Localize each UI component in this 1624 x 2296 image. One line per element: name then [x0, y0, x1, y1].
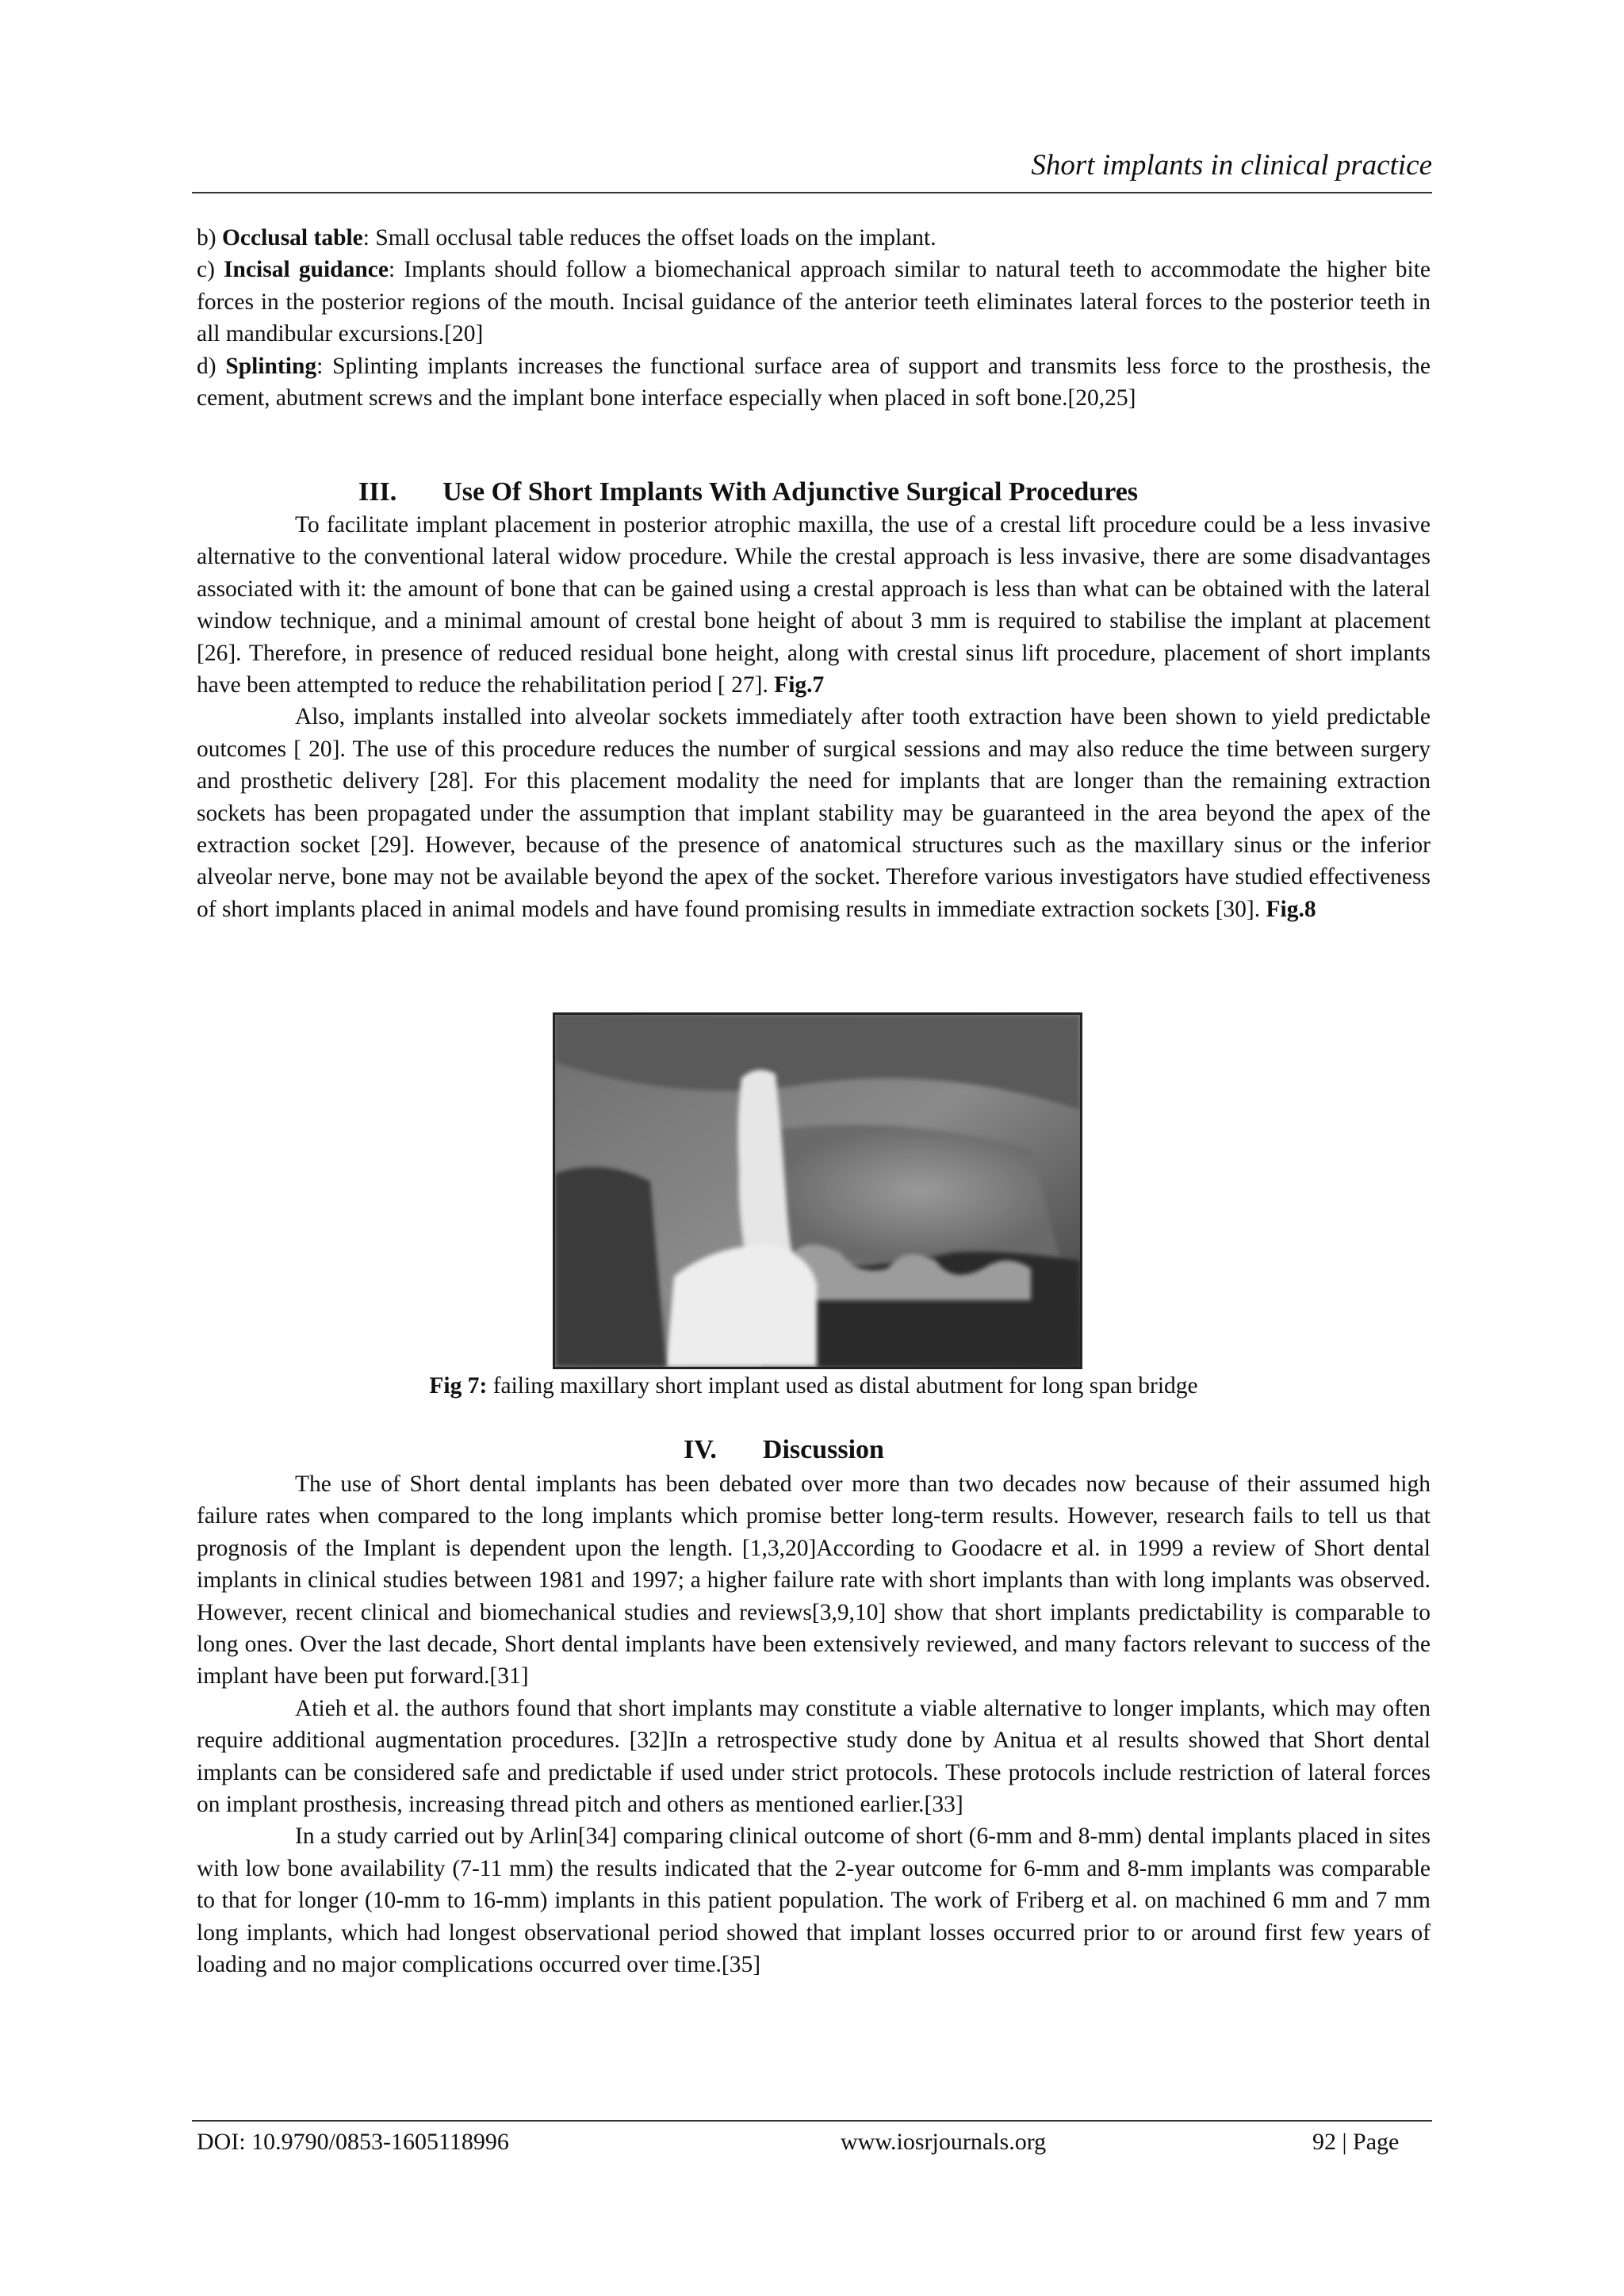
- list-item-text: : Splinting implants increases the functional surface area of support and transmits less force to the prosthesis, the cement, abutment screws and the implant bone interface especially when placed in soft bone.[20,25]: [197, 353, 1431, 411]
- section-4-body: [197, 1468, 1431, 1981]
- list-item-term: Incisal guidance: [224, 257, 389, 283]
- footer-divider: [192, 2120, 1432, 2122]
- running-header: Short implants in clinical practice: [1031, 149, 1432, 182]
- list-item-term: Occlusal table: [221, 225, 363, 251]
- paragraph-text: To facilitate implant placement in posterior atrophic maxilla, the use of a crestal lift procedure could be a less invasive alternative to the conventional lateral widow procedure. While the crestal approach is less invasive, there are some disadvantages associated with it: the amount of bone that can be gained using a crestal approach is less than what can be obtained with the lateral window technique, and a minimal amount of crestal bone height of about 3 mm is required to stabilise the implant at placement [26]. Therefore, in presence of reduced residual bone height, along with crestal sinus lift procedure, placement of short implants have been attempted to reduce the rehabilitation period [ 27].: [197, 512, 1431, 698]
- section-4-paragraph-3: In a study carried out by Arlin[34] comparing clinical outcome of short (6-mm and 8-mm) dental implants placed in sites with low bone availability (7-11 mm) the results indicated that the 2-year outcome for 6-mm and 8-mm implants was comparable to that for longer (10-mm to 16-mm) implants in this patient population. The work of Friberg et al. on machined 6 mm and 7 mm long implants, which had longest observational period showed that implant losses occurred prior to or around first few years of loading and no major complications occurred over time.[35]: [197, 1823, 1431, 1978]
- list-item-incisal-guidance: [197, 254, 1431, 350]
- section-4-heading: [684, 1437, 884, 1464]
- list-block: [197, 222, 1431, 414]
- figure-reference: Fig.8: [1266, 896, 1316, 922]
- section-3-paragraph-2: [197, 701, 1431, 925]
- section-3-title: Use Of Short Implants With Adjunctive Surgical Procedures: [442, 477, 1139, 507]
- footer-website: www.iosrjournals.org: [841, 2129, 1047, 2155]
- list-item-label: d): [197, 353, 226, 379]
- list-item-term: Splinting: [225, 353, 317, 379]
- section-3-heading: [358, 479, 1138, 506]
- section-3-paragraph-1: [197, 509, 1431, 701]
- section-4-paragraph-2: Atieh et al. the authors found that short implants may constitute a viable alternative to longer implants, which may often require additional augmentation procedures. [32]In a retrospective study done by Anitua et al results showed that Short dental implants can be considered safe and predictable if used under strict protocols. These protocols include restriction of lateral forces on implant prosthesis, increasing thread pitch and others as mentioned earlier.[33]: [197, 1695, 1431, 1818]
- footer-page-number: 92 | Page: [1312, 2129, 1400, 2155]
- section-4-title: Discussion: [762, 1435, 884, 1464]
- list-item-splinting: [197, 350, 1431, 415]
- paragraph-text: Also, implants installed into alveolar sockets immediately after tooth extraction have been shown to yield predictable outcomes [ 20]. The use of this procedure reduces the number of surgical sessions and may also reduce the time between surgery and prosthetic delivery [28]. For this placement modality the need for implants that are longer than the remaining extraction sockets has been propagated under the assumption that implant stability may be guaranteed in the area beyond the apex of the extraction socket [29]. However, because of the presence of anatomical structures such as the maxillary sinus or the inferior alveolar nerve, bone may not be available beyond the apex of the socket. Therefore various investigators have studied effectiveness of short implants placed in animal models and have found promising results in immediate extraction sockets [30].: [197, 704, 1431, 922]
- radiograph-image: [555, 1015, 1080, 1367]
- footer-doi: DOI: 10.9790/0853-1605118996: [197, 2129, 509, 2155]
- list-item-occlusal-table: [197, 222, 1431, 254]
- figure-caption-text: failing maxillary short implant used as distal abutment for long span bridge: [487, 1373, 1198, 1399]
- header-divider: [192, 192, 1432, 193]
- section-4-paragraph-1: The use of Short dental implants has been debated over more than two decades now because of their assumed high failure rates when compared to the long implants which promise better long-term results. However, research fails to tell us that prognosis of the Implant is dependent upon the length. [1,3,20]According to Goodacre et al. in 1999 a review of Short dental implants in clinical studies between 1981 and 1997; a higher failure rate with short implants than with long implants was observed. However, recent clinical and biomechanical studies and reviews[3,9,10] show that short implants predictability is comparable to long ones. Over the last decade, Short dental implants have been extensively reviewed, and many factors relevant to success of the implant have been put forward.[31]: [197, 1471, 1431, 1689]
- figure-reference: Fig.7: [774, 672, 825, 698]
- figure-caption: [197, 1373, 1431, 1399]
- figure-label: Fig 7:: [429, 1373, 488, 1399]
- section-3-body: [197, 509, 1431, 925]
- list-item-text: : Implants should follow a biomechanical approach similar to natural teeth to accommodate the higher bite forces in the posterior regions of the mouth. Incisal guidance of the anterior teeth eliminates lateral forces to the posterior teeth in all mandibular excursions.[20]: [197, 257, 1431, 347]
- list-item-label: c): [197, 257, 224, 283]
- radiograph-figure: [553, 1012, 1082, 1369]
- section-4-number: IV.: [684, 1435, 717, 1464]
- section-3-number: III.: [358, 477, 397, 507]
- list-item-label: b): [197, 225, 222, 251]
- list-item-text: : Small occlusal table reduces the offset loads on the implant.: [362, 225, 936, 251]
